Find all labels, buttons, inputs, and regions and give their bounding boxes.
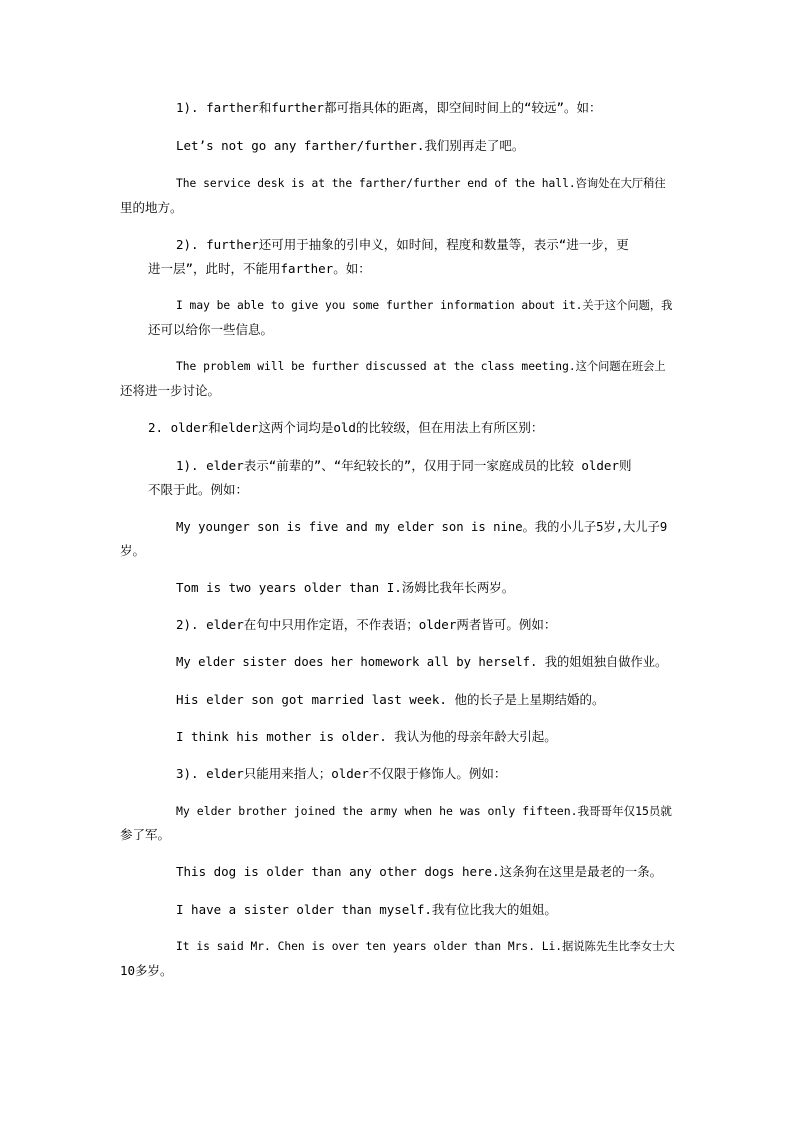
text-line: 2. older和elder这两个词均是old的比较级，但在用法上有所区别： (148, 420, 544, 435)
text-line: 2). further还可用于抽象的引申义，如时间，程度和数量等，表示“进一步，更 (176, 237, 629, 252)
text-line: My elder brother joined the army when he was only fifteen.我哥哥年仅15员就 (176, 804, 672, 818)
text-line: 10多岁。 (120, 963, 173, 978)
text-line: I may be able to give you some further information about it.关于这个问题，我 (176, 299, 673, 312)
text-line: The problem will be further discussed at the class meeting.这个问题在班会上 (176, 360, 666, 373)
text-line: 1). farther和further都可指具体的距离，即空间时间上的“较远”。如： (176, 100, 602, 115)
text-line: It is said Mr. Chen is over ten years older than Mrs. Li.据说陈先生比李女士大 (176, 940, 675, 953)
text-line: 岁。 (120, 543, 146, 558)
text-line: 1). elder表示“前辈的”、“年纪较长的”，仅用于同一家庭成员的比较 older则 (176, 458, 632, 473)
text-line: 还将进一步讨论。 (120, 383, 221, 398)
text-line: Let’s not go any farther/further.我们别再走了吧。 (176, 138, 525, 153)
text-line: 进一层”，此时，不能用farther。如： (148, 261, 371, 276)
text-line: My elder sister does her homework all by herself. 我的姐姐独自做作业。 (176, 655, 668, 669)
text-line: 2). elder在句中只用作定语，不作表语；older两者皆可。例如： (176, 617, 557, 632)
text-line: I think his mother is older. 我认为他的母亲年龄大引起。 (176, 729, 557, 744)
text-line: 还可以给你一些信息。 (148, 322, 274, 337)
text-line: I have a sister older than myself.我有位比我大的姐姐。 (176, 902, 557, 917)
text-line: 3). elder只能用来指人；older不仅限于修饰人。例如： (176, 766, 507, 781)
text-line: 里的地方。 (120, 200, 183, 215)
text-line: His elder son got married last week. 他的长子是上星期结婚的。 (176, 692, 605, 707)
text-line: 不限于此。例如： (148, 482, 249, 497)
text-line: 参了军。 (120, 827, 171, 842)
text-line: My younger son is five and my elder son is nine。我的小儿子5岁,大儿子9 (176, 520, 668, 534)
text-line: The service desk is at the farther/further end of the hall.咨询处在大厅稍往 (176, 177, 666, 190)
text-line: Tom is two years older than I.汤姆比我年长两岁。 (176, 580, 515, 595)
text-line: This dog is older than any other dogs here.这条狗在这里是最老的一条。 (176, 864, 663, 879)
